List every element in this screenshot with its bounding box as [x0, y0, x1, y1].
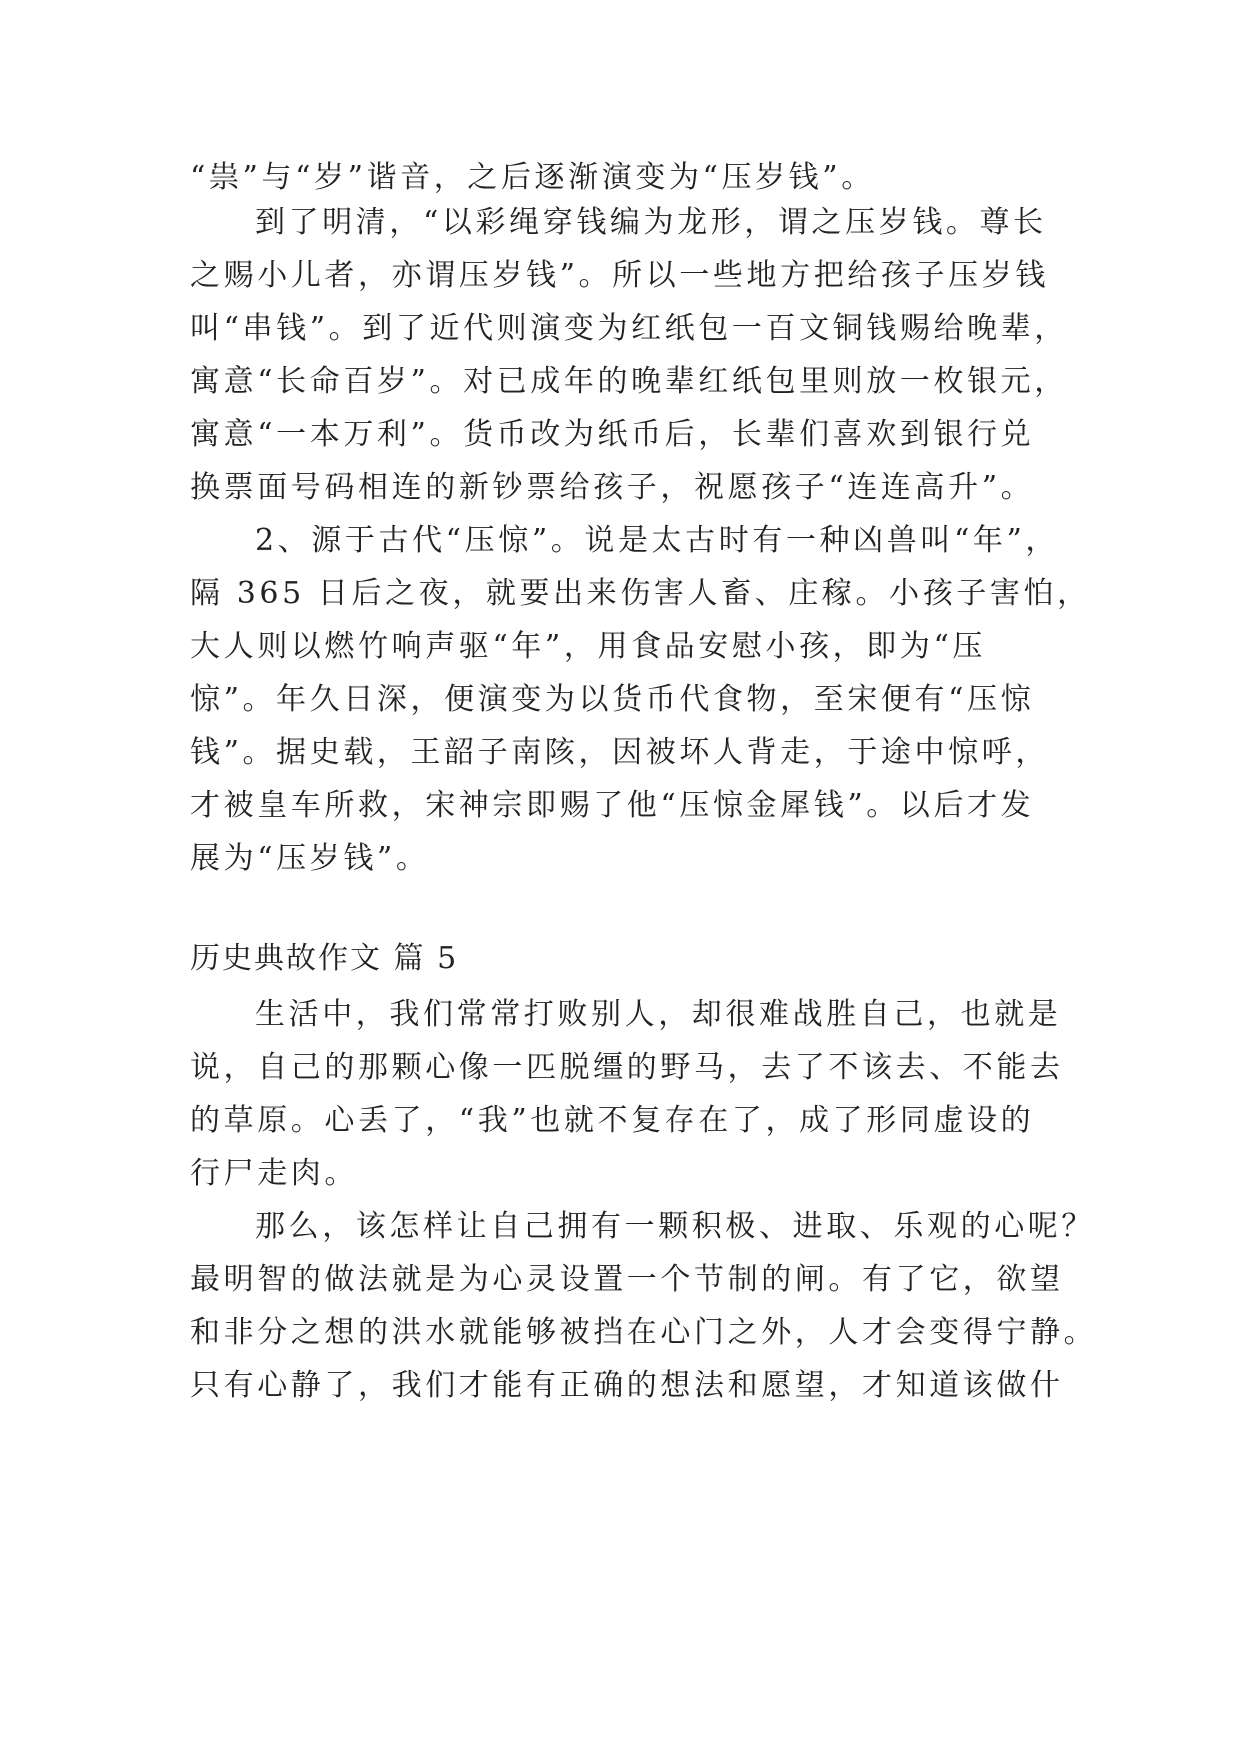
- paragraph-start-line: 生活中，我们常常打败别人，却很难战胜自己，也就是: [255, 997, 1062, 1032]
- text-line: 只有心静了，我们才能有正确的想法和愿望，才知道该做什: [190, 1368, 1064, 1403]
- text-line: 叫“串钱”。到了近代则演变为红纸包一百文铜钱赐给晚辈，: [190, 311, 1068, 346]
- paragraph-start-line: 到了明清，“以彩绳穿钱编为龙形，谓之压岁钱。尊长: [255, 205, 1047, 240]
- text-line: 寓意“长命百岁”。对已成年的晚辈红纸包里则放一枚银元，: [190, 364, 1068, 399]
- paragraph-start-line: 那么，该怎样让自己拥有一颗积极、进取、乐观的心呢？: [255, 1209, 1095, 1244]
- text-line: 之赐小儿者，亦谓压岁钱”。所以一些地方把给孩子压岁钱: [190, 258, 1049, 293]
- paragraph-start-line: 2、源于古代“压惊”。说是太古时有一种凶兽叫“年”，: [255, 523, 1060, 558]
- text-line: 和非分之想的洪水就能够被挡在心门之外，人才会变得宁静。: [190, 1315, 1098, 1350]
- text-line: 才被皇车所救，宋神宗即赐了他“压惊金犀钱”。以后才发: [190, 788, 1035, 823]
- text-line: 换票面号码相连的新钞票给孩子，祝愿孩子“连连高升”。: [190, 470, 1035, 505]
- section-heading: 历史典故作文 篇 5: [190, 941, 459, 976]
- text-line: 寓意“一本万利”。货币改为纸币后，长辈们喜欢到银行兑: [190, 417, 1035, 452]
- text-line: 大人则以燃竹响声驱“年”，用食品安慰小孩，即为“压: [190, 629, 987, 664]
- text-line: 隔 365 日后之夜，就要出来伤害人畜、庄稼。小孩子害怕，: [190, 576, 1091, 611]
- text-line: 行尸走肉。: [190, 1156, 358, 1191]
- text-line: 展为“压岁钱”。: [190, 841, 430, 876]
- text-line: 说，自己的那颗心像一匹脱缰的野马，去了不该去、不能去: [190, 1050, 1064, 1085]
- text-line: 的草原。心丢了，“我”也就不复存在了，成了形同虚设的: [190, 1103, 1035, 1138]
- text-line: 惊”。年久日深，便演变为以货币代食物，至宋便有“压惊: [190, 682, 1035, 717]
- text-line: 钱”。据史载，王韶子南陔，因被坏人背走，于途中惊呼，: [190, 735, 1049, 770]
- text-line: 最明智的做法就是为心灵设置一个节制的闸。有了它，欲望: [190, 1262, 1064, 1297]
- text-line: “祟”与“岁”谐音，之后逐渐演变为“压岁钱”。: [190, 160, 875, 195]
